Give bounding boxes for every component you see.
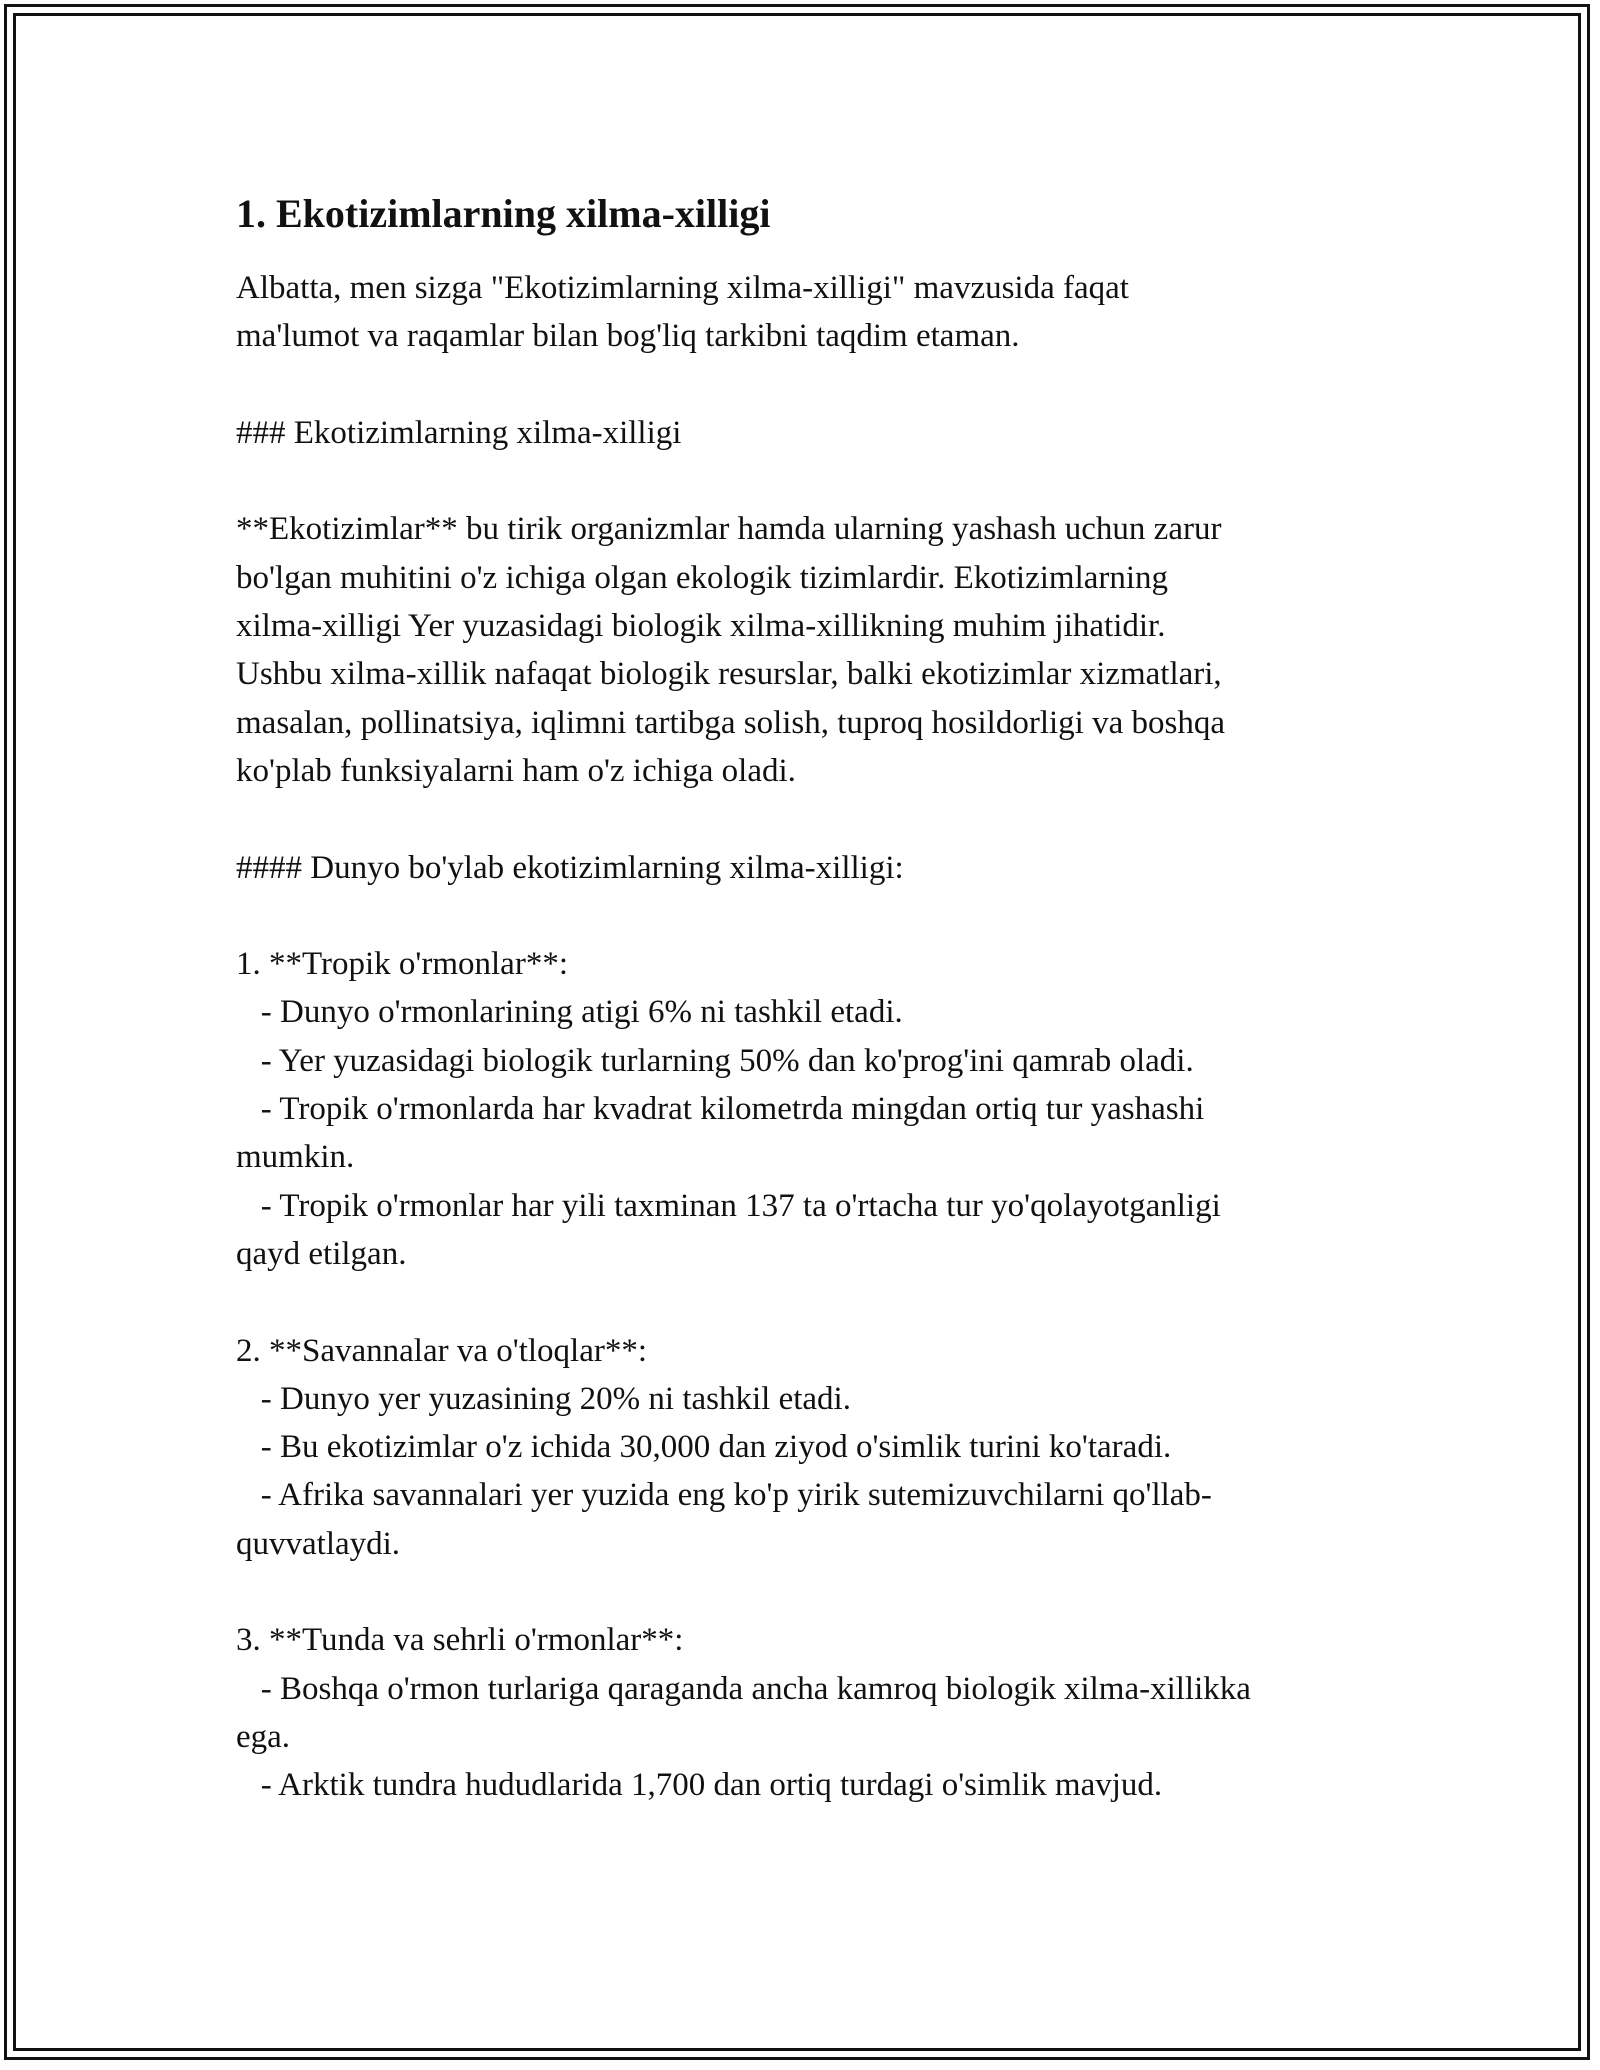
text-line: 2. **Savannalar va o'tloqlar**: [236, 1332, 648, 1369]
text-line: 3. **Tunda va sehrli o'rmonlar**: [236, 1622, 684, 1659]
text-line: ### Ekotizimlarning xilma-xilligi [236, 414, 682, 451]
text-line: - Afrika savannalari yer yuzida eng ko'p yirik sutemizuvchilarni qo'llab- [236, 1477, 1212, 1514]
text-line: - Tropik o'rmonlarda har kvadrat kilometrda mingdan ortiq tur yashashi [236, 1091, 1205, 1128]
blank-line [236, 795, 1376, 843]
text-line: bo'lgan muhitini o'z ichiga olgan ekologik tizimlardir. Ekotizimlarning [236, 559, 1169, 596]
document-body [236, 186, 1376, 1810]
text-line: - Dunyo yer yuzasining 20% ni tashkil etadi. [236, 1380, 851, 1417]
text-line: ma'lumot va raqamlar bilan bog'liq tarkibni taqdim etaman. [236, 318, 1020, 355]
text-line: #### Dunyo bo'ylab ekotizimlarning xilma-xilligi: [236, 849, 904, 886]
text-line: Albatta, men sizga "Ekotizimlarning xilma-xilligi" mavzusida faqat [236, 270, 1129, 306]
text-line: - Yer yuzasidagi biologik turlarning 50% dan ko'prog'ini qamrab oladi. [236, 1042, 1194, 1079]
blank-line [236, 1568, 1376, 1616]
blank-line [236, 892, 1376, 940]
text-line: Ushbu xilma-xillik nafaqat biologik resurslar, balki ekotizimlar xizmatlari, [236, 656, 1222, 693]
text-line: - Dunyo o'rmonlarining atigi 6% ni tashkil etadi. [236, 994, 903, 1031]
text-line: - Bu ekotizimlar o'z ichida 30,000 dan ziyod o'simlik turini ko'taradi. [236, 1429, 1172, 1466]
text-line: ko'plab funksiyalarni ham o'z ichiga oladi. [236, 752, 796, 789]
text-line: **Ekotizimlar** bu tirik organizmlar hamda ularning yashash uchun zarur [236, 511, 1222, 548]
text-line: - Tropik o'rmonlar har yili taxminan 137 ta o'rtacha tur yo'qolayotganligi [236, 1187, 1221, 1224]
text-line: masalan, pollinatsiya, iqlimni tartibga solish, tuproq hosildorligi va boshqa [236, 704, 1225, 741]
text-line: quvvatlaydi. [236, 1525, 401, 1562]
text-line: - Boshqa o'rmon turlariga qaraganda ancha kamroq biologik xilma-xillikka [236, 1670, 1251, 1707]
text-line: xilma-xilligi Yer yuzasidagi biologik xilma-xillikning muhim jihatidir. [236, 608, 1166, 645]
blank-line [236, 457, 1376, 505]
text-line: 1. **Tropik o'rmonlar**: [236, 946, 568, 983]
document-title: 1. Ekotizimlarning xilma-xilligi [236, 191, 771, 236]
text-line: mumkin. [236, 1139, 355, 1176]
document-text [236, 264, 1376, 1810]
text-line: qayd etilgan. [236, 1235, 407, 1272]
blank-line [236, 361, 1376, 409]
text-line: - Arktik tundra hududlarida 1,700 dan ortiq turdagi o'simlik mavjud. [236, 1767, 1163, 1804]
text-line: ega. [236, 1718, 291, 1755]
blank-line [236, 1278, 1376, 1326]
